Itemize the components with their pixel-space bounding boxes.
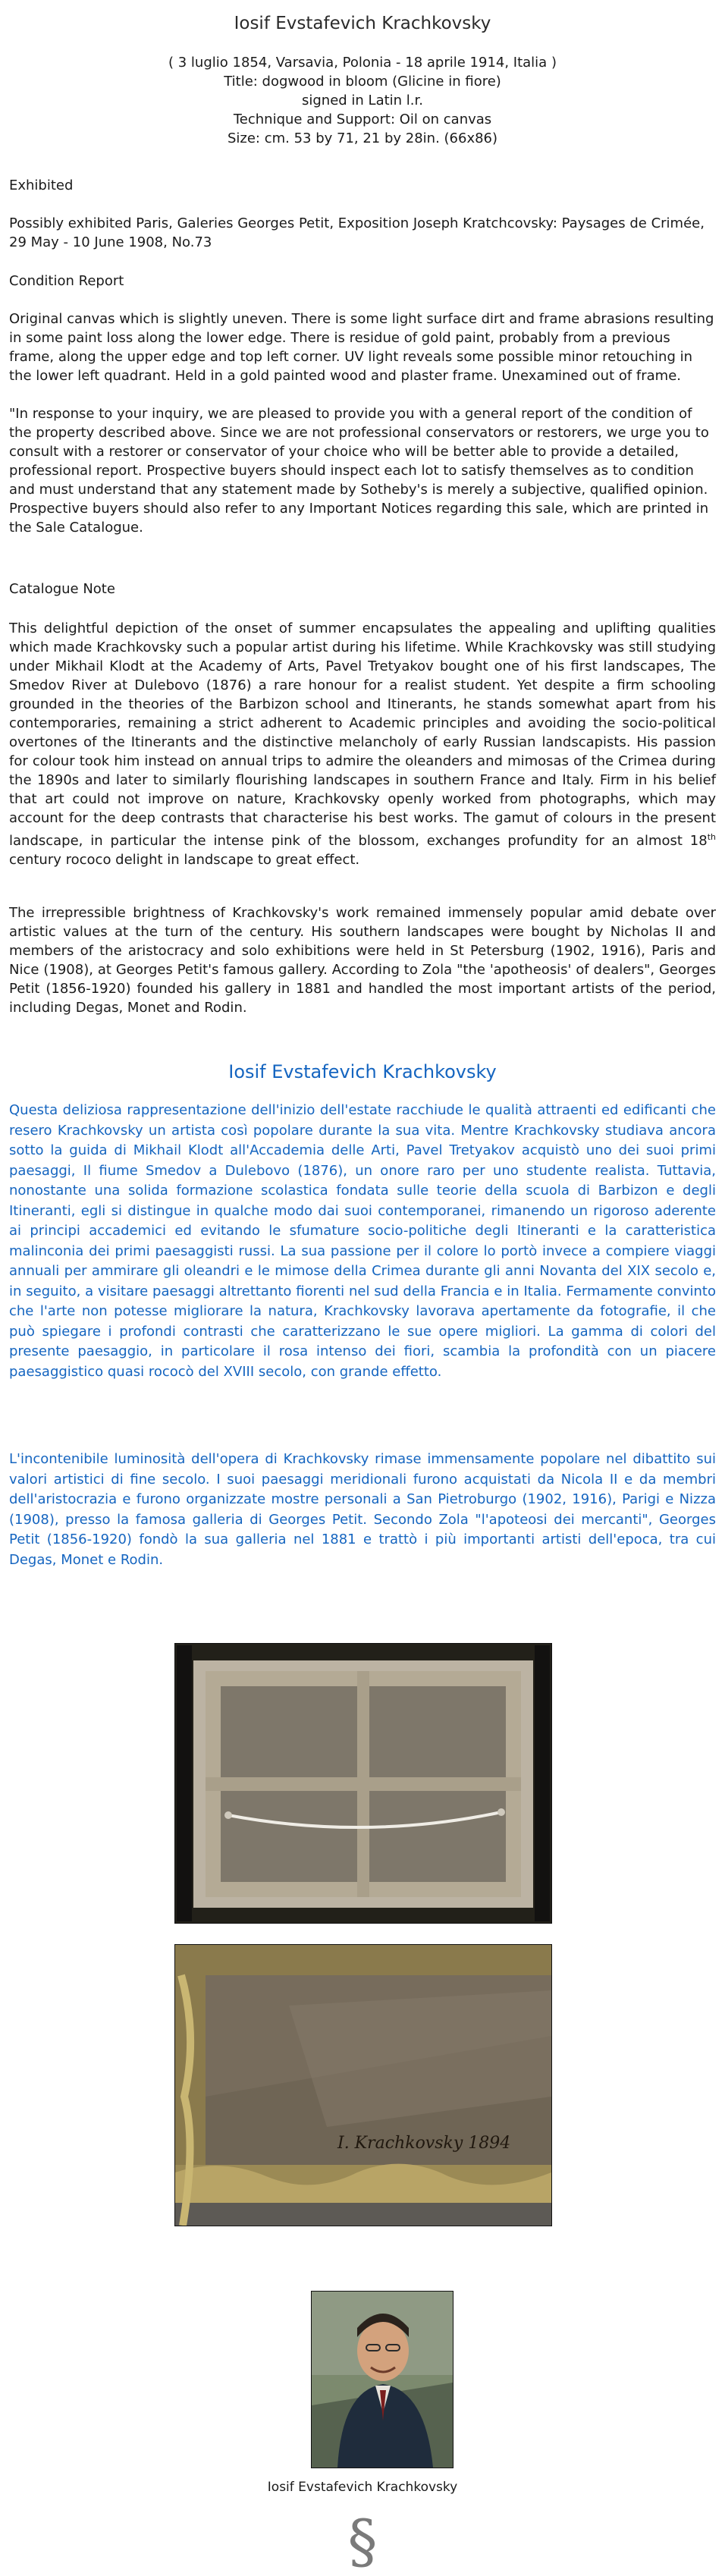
portrait-caption: Iosif Evstafevich Krachkovsky xyxy=(267,2480,458,2495)
artist-portrait-photo xyxy=(311,2291,454,2468)
painting-back-photo xyxy=(174,1643,552,1924)
artist-lifespan: ( 3 luglio 1854, Varsavia, Polonia - 18 aprile 1914, Italia ) xyxy=(168,55,557,71)
signature-detail-photo xyxy=(174,1944,552,2226)
technique-support: Technique and Support: Oil on canvas xyxy=(233,112,492,127)
italian-paragraph-1: Questa deliziosa rappresentazione dell'inizio dell'estate racchiude le qualità attraenti ed edificanti che resero Krachkovsky un artista così popolare durante la sua vita. Mentre Krachkovsky studiava ancora sotto la guida di Mikhail Klodt all'Accademia delle Arti, Pavel Tretyakov acquistò uno dei suoi primi paesaggi, Il fiume Smedov a Dulebovo (1876), un onore raro per uno studente realista. Tuttavia, nonostante una solida formazione scolastica fondata sulle teorie della scuola di Barbizon e degli Itineranti, egli si distingue in qualche modo dai suoi contemporanei, rimanendo un rigoroso aderente ai principi accademici ed evitando le sfumature socio-politiche degli Itineranti e la caratteristica malinconia dei primi paesaggisti russi. La sua passione per il colore lo portò invece a compiere viaggi annuali per ammirare gli oleandri e le mimose della Crimea durante gli anni Novanta del XIX secolo e, in seguito, a visitare paesaggi altrettanto fiorenti nel sud della Francia e in Italia. Fermamente convinto che l'arte non potesse migliorare la natura, Krachkovsky lavorava apertamente da fotografie, il che può spiegare i profondi contrasti che caratterizzano le sue opere migliori. La gamma di colori del presente paesaggio, in particolare il rosa intenso dei fiori, scambia la profondità con un piacere paesaggistico quasi rococò del XVIII secolo, con grande effetto. xyxy=(9,1102,716,1380)
artwork-title: Title: dogwood in bloom (Glicine in fiore) xyxy=(224,74,501,90)
italian-paragraph-2: L'incontenibile luminosità dell'opera di Krachkovsky rimase immensamente popolare nel dibattito sui valori artistici di fine secolo. I suoi paesaggi meridionali furono acquistati da Nicola II e da membri dell'aristocrazia e furono organizzate mostre personali a San Pietroburgo (1902, 1916), Parigi e Nizza (1908), presso la famosa galleria di Georges Petit. Secondo Zola "l'apoteosi dei mercanti", Georges Petit (1856-1920) fondò la sua galleria nel 1881 e trattò i più importanti artisti dell'epoca, tra cui Degas, Monet e Rodin. xyxy=(9,1451,716,1568)
artwork-details xyxy=(0,53,725,148)
page-title: Iosif Evstafevich Krachkovsky xyxy=(234,14,491,33)
catalogue-heading: Catalogue Note xyxy=(9,581,115,597)
section-mark-logo: § xyxy=(347,2508,378,2576)
catalogue-note-paragraph-2: The irrepressible brightness of Krachkovsky's work remained immensely popular amid debate over artistic values at the turn of the century. His southern landscapes were bought by Nicholas II and members of the aristocracy and solo exhibitions were held in St Petersburg (1902, 1916), Paris and Nice (1908), at Georges Petit's famous gallery. According to Zola "the 'apotheosis' of dealers", Georges Petit (1856-1920) founded his gallery in 1881 and handled the most important artists of the period, including Degas, Monet and Rodin. xyxy=(9,905,716,1016)
exhibited-text: Possibly exhibited Paris, Galeries Georges Petit, Exposition Joseph Kratchcovsky: Paysages de Crimée, 29 May - 10 June 1908, No.73 xyxy=(9,215,705,250)
artwork-size: Size: cm. 53 by 71, 21 by 28in. (66x86) xyxy=(227,130,498,146)
condition-report-text: Original canvas which is slightly uneven. There is some light surface dirt and frame abrasions resulting in some paint loss along the lower edge. There is residue of gold paint, probably from a previous frame, along the upper edge and top left corner. UV light reveals some possible minor retouching in the lower left quadrant. Held in a gold painted wood and plaster frame. Unexamined out of frame. xyxy=(9,311,714,384)
condition-disclaimer-text: "In response to your inquiry, we are pleased to provide you with a general report of the condition of the property described above. Since we are not professional conservators or restorers, we urge you to consult with a restorer or conservator of your choice who will be better able to provide a detailed, professional report. Prospective buyers should inspect each lot to satisfy themselves as to condition and must understand that any statement made by Sotheby's is merely a subjective, qualified opinion. Prospective buyers should also refer to any Important Notices regarding this sale, which are printed in the Sale Catalogue. xyxy=(9,406,709,536)
painting-signature: I. Krachkovsky 1894 xyxy=(337,2134,511,2153)
italian-section-title: Iosif Evstafevich Krachkovsky xyxy=(228,1061,497,1082)
condition-heading: Condition Report xyxy=(9,273,124,289)
signature-note: signed in Latin l.r. xyxy=(301,93,423,108)
exhibited-heading: Exhibited xyxy=(9,177,74,193)
catalogue-note-paragraph-1: This delightful depiction of the onset of summer encapsulates the appealing and uplifting qualities which made Krachkovsky such a popular artist during his lifetime. While Krachkovsky was still studying under Mikhail Klodt at the Academy of Arts, Pavel Tretyakov bought one of his first landscapes, The Smedov River at Dulebovo (1876) a rare honour for a realist student. Yet despite a firm schooling grounded in the theories of the Barbizon school and Itinerants, he stands somewhat apart from his contemporaries, remaining a strict adherent to Academic principles and avoiding the socio-political overtones of the Itinerants and the distinctive melancholy of early Russian landscapists. His passion for colour took him instead on annual trips to admire the oleanders and mimosas of the Crimea during the 1890s and later to similarly flourishing landscapes in southern France and Italy. Firm in his belief that art could not improve on nature, Krachkovsky openly worked from photographs, which may account for the deep contrasts that characterise his best works. The gamut of colours in the present landscape, in particular the intense pink of the blossom, exchanges profundity for an almost 18th century rococo delight in landscape to great effect. xyxy=(9,620,716,868)
